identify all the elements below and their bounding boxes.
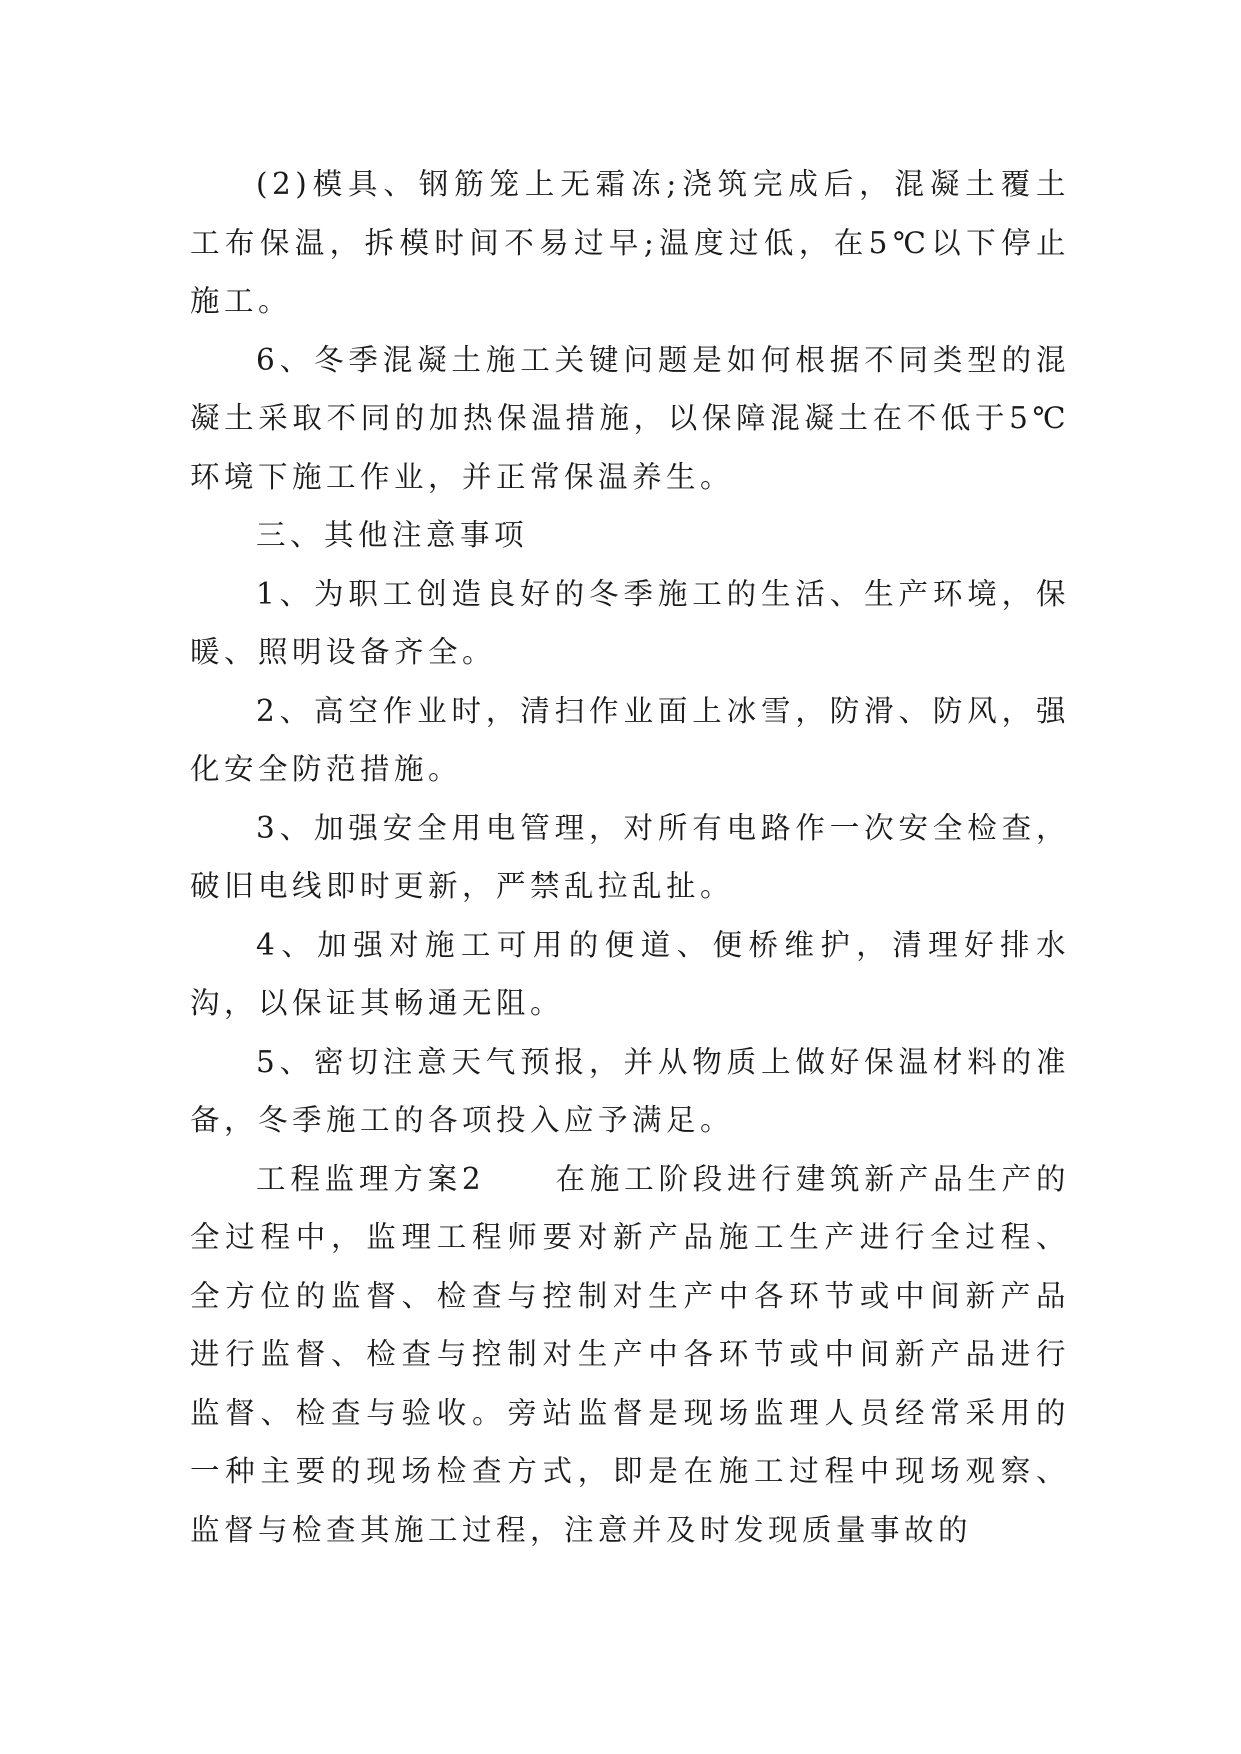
paragraph-formwork-frost: (2)模具、钢筋笼上无霜冻;浇筑完成后，混凝土覆土工布保温，拆模时间不易过早;温度过低，在5℃以下停止施工。 [190, 167, 1070, 318]
paragraph-supervision-plan-2 [190, 1150, 1070, 1560]
paragraph-note-4: 4、加强对施工可用的便道、便桥维护，清理好排水沟，以保证其畅通无阻。 [190, 927, 1070, 1020]
paragraph-note-1: 1、为职工创造良好的冬季施工的生活、生产环境，保暖、照明设备齐全。 [190, 576, 1070, 669]
document-page [190, 155, 1070, 1559]
paragraph-note-3: 3、加强安全用电管理，对所有电路作一次安全检查，破旧电线即时更新，严禁乱拉乱扯。 [190, 810, 1070, 903]
paragraph-winter-concrete-key-issue: 6、冬季混凝土施工关键问题是如何根据不同类型的混凝土采取不同的加热保温措施，以保障混凝土在不低于5℃环境下施工作业，并正常保温养生。 [190, 342, 1070, 494]
paragraph-note-2: 2、高空作业时，清扫作业面上冰雪，防滑、防风，强化安全防范措施。 [190, 693, 1070, 786]
supervision-plan-body: 在施工阶段进行建筑新产品生产的全过程中，监理工程师要对新产品施工生产进行全过程、全方位的监督、检查与控制对生产中各环节或中间新产品进行监督、检查与控制对生产中各环节或中间新产品进行监督、检查与验收。旁站监督是现场监理人员经常采用的一种主要的现场检查方式，即是在施工过程中现场观察、监督与检查其施工过程，注意并及时发现质量事故的 [190, 1161, 1070, 1547]
section-heading-other-notes: 三、其他注意事项 [256, 518, 529, 552]
section-title-supervision-plan-2: 工程监理方案2 [256, 1161, 486, 1196]
paragraph-note-5: 5、密切注意天气预报，并从物质上做好保温材料的准备，冬季施工的各项投入应予满足。 [190, 1044, 1070, 1137]
